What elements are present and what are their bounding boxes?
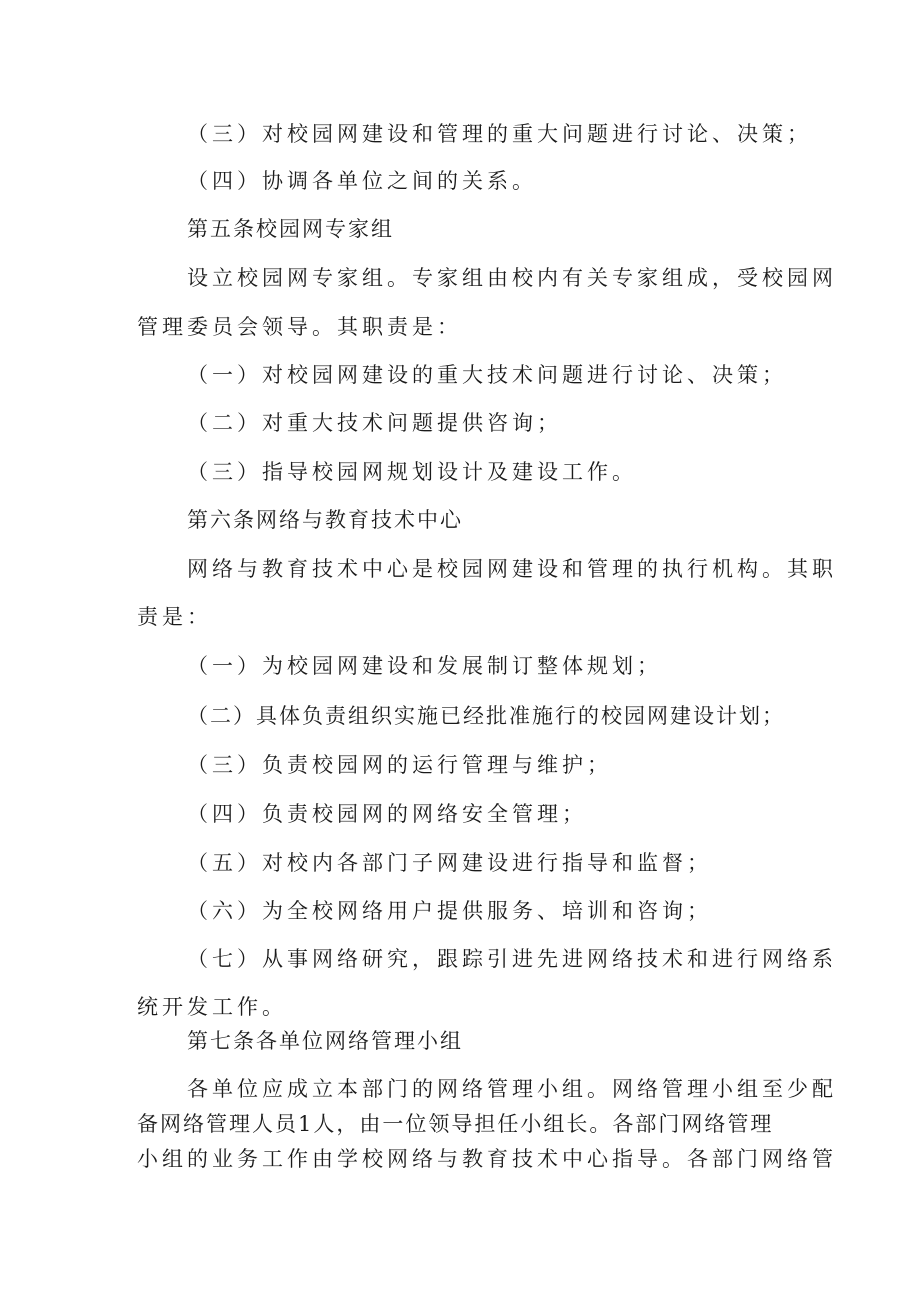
duty-7-research-line-2: 统开发工作。 (137, 995, 287, 1019)
article-5-heading: 第五条校园网专家组 (187, 217, 394, 241)
article-6-heading: 第六条网络与教育技术中心 (187, 508, 463, 532)
article-5-body-line-2: 管理委员会领导。其职责是： (137, 315, 462, 339)
item-2-consulting: （二）对重大技术问题提供咨询； (187, 411, 562, 435)
article-6-body-line-1: 网络与教育技术中心是校园网建设和管理的执行机构。其职 (187, 557, 837, 581)
duty-6-service: （六）为全校网络用户提供服务、培训和咨询； (187, 899, 712, 923)
item-3-guide-planning: （三）指导校园网规划设计及建设工作。 (187, 460, 637, 484)
article-7-body-line-1: 各单位应成立本部门的网络管理小组。网络管理小组至少配 (187, 1077, 837, 1101)
item-3-major-issues: （三）对校园网建设和管理的重大问题进行讨论、决策； (187, 122, 812, 146)
article-7-body-line-3: 小组的业务工作由学校网络与教育技术中心指导。各部门网络管 (137, 1147, 837, 1171)
duty-2-implement: （二）具体负责组织实施已经批准施行的校园网建设计划； (187, 704, 785, 728)
duty-4-security: （四）负责校园网的网络安全管理； (187, 802, 587, 826)
article-7-heading: 第七条各单位网络管理小组 (187, 1029, 463, 1053)
duty-7-research-line-1: （七）从事网络研究，跟踪引进先进网络技术和进行网络系 (187, 947, 837, 971)
article-6-body-line-2: 责是： (137, 605, 212, 629)
duty-5-subnets: （五）对校内各部门子网建设进行指导和监督； (187, 851, 712, 875)
article-7-body-line-2: 备网络管理人员1人，由一位领导担任小组长。各部门网络管理 (137, 1112, 774, 1136)
item-1-major-tech: （一）对校园网建设的重大技术问题进行讨论、决策； (187, 363, 787, 387)
item-4-coordinate: （四）协调各单位之间的关系。 (187, 169, 537, 193)
duty-3-operate: （三）负责校园网的运行管理与维护； (187, 753, 612, 777)
duty-1-plan: （一）为校园网建设和发展制订整体规划； (187, 654, 662, 678)
article-5-body-line-1: 设立校园网专家组。专家组由校内有关专家组成，受校园网 (187, 266, 837, 290)
